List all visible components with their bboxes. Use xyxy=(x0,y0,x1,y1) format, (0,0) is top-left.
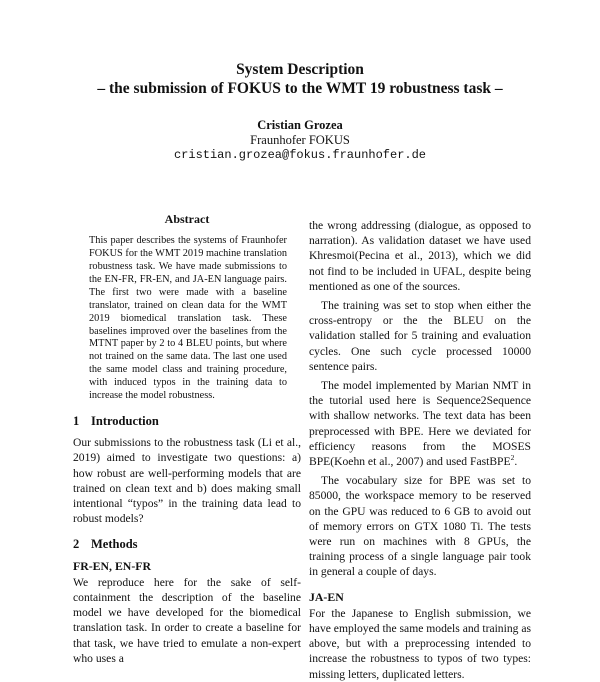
subsection-heading-fr-en: FR-EN, EN-FR xyxy=(73,558,151,573)
paragraph-model xyxy=(309,378,531,469)
section-heading-introduction xyxy=(73,414,301,429)
section-heading-methods xyxy=(73,537,301,552)
paper-title: System Description xyxy=(236,61,364,78)
author-name: Cristian Grozea xyxy=(257,118,343,132)
section-number: 2 xyxy=(73,537,80,552)
right-column xyxy=(309,218,531,682)
left-column xyxy=(73,212,301,666)
section-title: Methods xyxy=(91,537,138,552)
abstract-text: This paper describes the systems of Fraunhofer FOKUS for the WMT 2019 machine translation robustness task. We have made submissions to the EN-FR, FR-EN, and JA-EN language pairs. The first two were made with a baseline translator, trained on clean data for the WMT 2019 biomedical translation task. These baselines improved over the baselines from the MTNT paper by 2 to 4 BLEU points, but where not trained on the same data. The last one used the same model class and training procedure, with induced typos in the training data to increase the model robustness. xyxy=(89,235,287,402)
title-block xyxy=(0,60,600,98)
introduction-text: Our submissions to the robustness task (Li et al., 2019) aimed to investigate two questions: a) how robust are well-performing models that are trained on clean text and b) does making small intentional “typos” in the training data lead to robust models? xyxy=(73,436,301,526)
paragraph-vocabulary: The vocabulary size for BPE was set to 85000, the workspace memory to be reserved on the GPU was reduced to 6 GB to avoid out of memory errors on GTX 1080 Ti. The tests were run on machines with 8 GPUs, the training process of a single language pair took in general a couple of days. xyxy=(309,474,531,579)
author-block xyxy=(0,118,600,163)
section-number: 1 xyxy=(73,413,80,428)
section-title: Introduction xyxy=(91,413,159,428)
methods-text: We reproduce here for the sake of self-containment the description of the baseline model we have developed for the biomedical translation task. In order to create a baseline for that task, we have tried to emulate a non-expert who uses a xyxy=(73,575,301,665)
author-email: cristian.grozea@fokus.fraunhofer.de xyxy=(173,148,427,162)
paper-subtitle: – the submission of FOKUS to the WMT 19 robustness task – xyxy=(97,80,503,97)
footnote-marker: 2 xyxy=(510,453,515,463)
subsection-heading-ja-en: JA-EN xyxy=(309,589,344,604)
paragraph-ja-en: For the Japanese to English submission, we have employed the same models and training as above, but with a preprocessing intended to increase the robustness to typos of two types: missing letters, duplicated letters. xyxy=(309,606,531,681)
paragraph-validation: the wrong addressing (dialogue, as opposed to narration). As validation dataset we have used Khresmoi(Pecina et al., 2013), which we did not find to be included in UFAL, despite being mentioned as one of the sources. xyxy=(309,219,531,293)
author-affiliation: Fraunhofer FOKUS xyxy=(250,133,350,147)
paragraph-model-text: The model implemented by Marian NMT in the tutorial used here is Sequence2Sequence with shallow networks. The text data has been preprocessed with BPE. Here we deviated for efficiency reasons from the MOSES BPE(Koehn et al., 2007) and used FastBPE xyxy=(309,379,531,469)
paragraph-training-stop: The training was set to stop when either the cross-entropy or the the BLEU on the validation stalled for 5 training and evaluation cycles. One such cycle processed 10000 sentence pairs. xyxy=(309,299,531,373)
abstract-heading: Abstract xyxy=(164,212,210,226)
paragraph-model-end: . xyxy=(514,455,518,469)
